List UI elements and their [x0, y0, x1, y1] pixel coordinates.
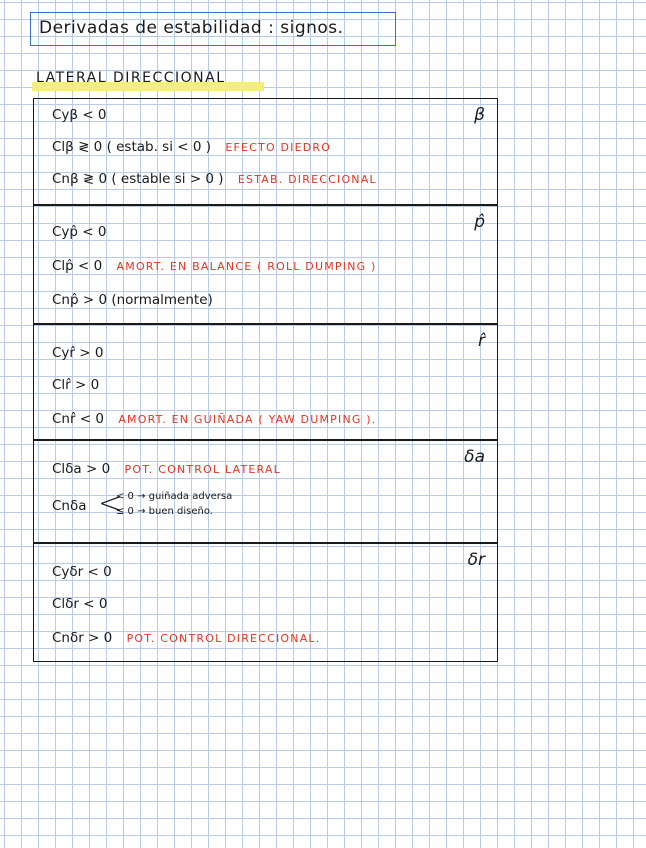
derivative-row — [52, 630, 320, 646]
derivative-expr: Cyβ < 0 — [52, 107, 107, 123]
panel-beta — [33, 98, 498, 205]
derivative-row — [52, 596, 107, 612]
panel-symbol: δr — [467, 550, 485, 570]
brace-line: ≤ 0 → buen diseño. — [116, 506, 213, 517]
brace-line: < 0 → guiñada adversa — [116, 491, 233, 502]
brace-label: Cnδa — [52, 498, 87, 514]
derivative-expr: Cnp̂ > 0 (normalmente) — [52, 292, 213, 308]
derivative-expr: Cyp̂ < 0 — [52, 224, 107, 240]
derivative-expr: Clδa > 0 — [52, 461, 111, 477]
section-heading — [36, 70, 226, 86]
derivative-expr: Clβ ≷ 0 ( estab. si < 0 ) — [52, 139, 212, 155]
derivative-expr: Clδr < 0 — [52, 596, 108, 612]
panel-r-hat — [33, 324, 498, 440]
derivative-row — [52, 107, 107, 123]
derivative-row — [52, 258, 377, 274]
derivative-note: EFECTO DIEDRO — [225, 141, 332, 154]
panel-symbol: r̂ — [478, 331, 485, 351]
derivative-row — [52, 564, 112, 580]
panel-symbol: δa — [464, 447, 485, 467]
brace-lines — [116, 489, 232, 519]
derivative-expr: Cyδr < 0 — [52, 564, 112, 580]
derivative-row — [52, 139, 331, 155]
derivative-row — [52, 224, 106, 240]
brace-glyph: < — [98, 486, 124, 521]
derivative-note: POT. CONTROL DIRECCIONAL. — [126, 632, 321, 645]
derivative-row — [52, 345, 103, 361]
panel-symbol: β — [474, 105, 485, 125]
derivative-row — [52, 292, 213, 308]
derivative-note: AMORT. EN GUIÑADA ( YAW DUMPING ). — [118, 413, 377, 426]
panel-delta-a — [33, 440, 498, 543]
section-heading-text: LATERAL DIRECCIONAL — [36, 70, 226, 86]
derivative-expr: Cnr̂ < 0 — [52, 411, 105, 427]
page-title: Derivadas de estabilidad : signos. — [30, 12, 396, 46]
panel-delta-r — [33, 543, 498, 662]
derivative-note: ESTAB. DIRECCIONAL — [237, 173, 377, 186]
derivative-row — [52, 377, 99, 393]
derivative-expr: Cnδr > 0 — [52, 630, 113, 646]
derivative-row — [52, 171, 377, 187]
derivative-note: POT. CONTROL LATERAL — [124, 463, 281, 476]
derivative-expr: Clr̂ > 0 — [52, 377, 100, 393]
derivative-expr: Cnβ ≷ 0 ( estable si > 0 ) — [52, 171, 224, 187]
derivative-expr: Cyr̂ > 0 — [52, 345, 104, 361]
derivative-row — [52, 461, 281, 477]
derivative-note: AMORT. EN BALANCE ( ROLL DUMPING ) — [116, 260, 377, 273]
panel-p-hat — [33, 205, 498, 324]
derivative-expr: Clp̂ < 0 — [52, 258, 103, 274]
derivative-row — [52, 411, 376, 427]
panel-symbol: p̂ — [474, 212, 485, 232]
